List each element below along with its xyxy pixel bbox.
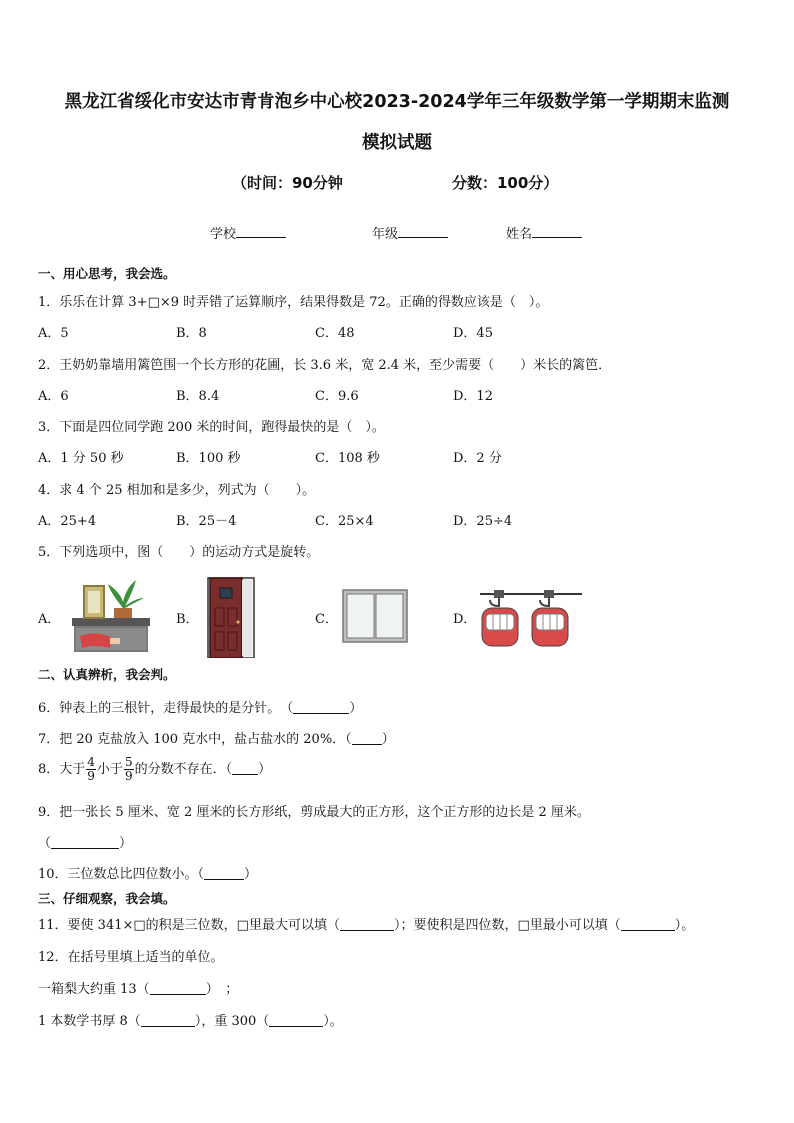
grade-blank[interactable] xyxy=(398,223,448,238)
q12-line1-text-b: ） ； xyxy=(205,982,239,997)
q12-line1-text-a: 一箱梨大约重 13（ xyxy=(38,982,150,997)
q8-close-paren: ） xyxy=(258,762,272,777)
section-heading-3: 三、仔细观察，我会填。 xyxy=(38,891,176,906)
cable-car-image xyxy=(480,586,582,648)
question-12: 12．在括号里填上适当的单位。 xyxy=(38,950,224,965)
fraction-denominator: 9 xyxy=(124,769,133,783)
q6-answer-blank[interactable] xyxy=(293,701,349,714)
q7-answer-blank[interactable] xyxy=(352,732,382,745)
q4-option-d[interactable]: D．25÷4 xyxy=(453,514,513,529)
exam-score: 分数：100分） xyxy=(452,174,559,192)
question-2: 2．王奶奶靠墙用篱笆围一个长方形的花圃，长 3.6 米，宽 2.4 米，至少需要（ ）米长的篱笆． xyxy=(38,358,612,373)
grade-label: 年级 xyxy=(372,227,399,242)
q11-answer-blank-1[interactable] xyxy=(340,918,394,931)
q8-text-mid: 小于 xyxy=(96,762,123,777)
q2-option-b[interactable]: B．8.4 xyxy=(176,389,220,404)
exam-title-line2: 模拟试题 xyxy=(362,133,432,153)
q9-close-paren: ） xyxy=(119,836,133,851)
q12-line2-text-a: 1 本数学书厚 8（ xyxy=(38,1014,141,1029)
q1-option-b[interactable]: B．8 xyxy=(176,326,207,341)
q1-option-a[interactable]: A．5 xyxy=(38,326,69,341)
name-label: 姓名 xyxy=(506,227,533,242)
fraction-4-9 xyxy=(86,756,96,783)
q5-option-c[interactable]: C． xyxy=(315,612,338,627)
grade-field xyxy=(372,223,448,242)
q4-option-a[interactable]: A．25+4 xyxy=(38,514,97,529)
q12-answer-blank-2[interactable] xyxy=(141,1014,195,1027)
question-9: 9．把一张长 5 厘米、宽 2 厘米的长方形纸，剪成最大的正方形，这个正方形的边长是 2 厘米。 xyxy=(38,805,590,820)
section-heading-2: 二、认真辨析，我会判。 xyxy=(38,667,176,682)
q3-option-c[interactable]: C．108 秒 xyxy=(315,451,380,466)
q8-answer-blank[interactable] xyxy=(232,762,258,775)
q7-text: 7．把 20 克盐放入 100 克水中，盐占盐水的 20%．（ xyxy=(38,732,352,747)
fraction-denominator: 9 xyxy=(87,769,95,783)
question-1: 1．乐乐在计算 3+□×9 时弄错了运算顺序，结果得数是 72。正确的得数应该是（ ）。 xyxy=(38,295,549,310)
q10-answer-blank[interactable] xyxy=(204,867,244,880)
window-image xyxy=(342,589,408,643)
school-blank[interactable] xyxy=(236,223,286,238)
open-door-image xyxy=(206,576,256,658)
question-8 xyxy=(38,756,271,783)
q5-option-d[interactable]: D． xyxy=(453,612,477,627)
q2-option-a[interactable]: A．6 xyxy=(38,389,69,404)
q9-answer-blank[interactable] xyxy=(51,836,119,849)
q10-text: 10．三位数总比四位数小。（ xyxy=(38,867,205,882)
school-field xyxy=(210,223,286,242)
school-label: 学校 xyxy=(210,227,237,242)
q6-text: 6．钟表上的三根针，走得最快的是分针。 （ xyxy=(38,701,294,716)
q11-text-a: 11．要使 341×□的积是三位数，□里最大可以填（ xyxy=(38,918,340,933)
exam-title: 黑龙江省绥化市安达市青肯泡乡中心校2023-2024学年三年级数学第一学期期末监测 xyxy=(64,92,730,112)
q7-close-paren: ） xyxy=(381,732,395,747)
question-3: 3．下面是四位同学跑 200 米的时间，跑得最快的是（ ）。 xyxy=(38,420,385,435)
q12-answer-blank-3[interactable] xyxy=(269,1014,323,1027)
exam-time: （时间：90分钟 xyxy=(232,174,343,192)
q3-option-a[interactable]: A．1 分 50 秒 xyxy=(38,451,124,466)
q4-option-b[interactable]: B．25－4 xyxy=(176,514,237,529)
question-11 xyxy=(38,914,694,933)
q2-option-d[interactable]: D．12 xyxy=(453,389,493,404)
question-7 xyxy=(38,728,395,747)
q11-text-b: ）；要使积是四位数，□里最小可以填（ xyxy=(393,918,621,933)
fraction-5-9 xyxy=(124,756,134,783)
q9-open-paren: （ xyxy=(38,836,52,851)
q6-close-paren: ） xyxy=(349,701,363,716)
question-6 xyxy=(38,697,362,716)
q12-line-2 xyxy=(38,1010,343,1029)
q12-answer-blank-1[interactable] xyxy=(150,982,206,995)
fraction-numerator: 5 xyxy=(124,755,133,769)
question-4: 4．求 4 个 25 相加和是多少，列式为（ ）。 xyxy=(38,483,316,498)
q5-option-a[interactable]: A． xyxy=(38,612,61,627)
q3-option-d[interactable]: D．2 分 xyxy=(453,451,502,466)
question-10 xyxy=(38,863,257,882)
q9-answer-line xyxy=(38,832,132,851)
q11-answer-blank-2[interactable] xyxy=(621,918,675,931)
q12-line2-text-c: ）。 xyxy=(323,1014,343,1029)
question-5: 5．下列选项中，图（ ）的运动方式是旋转。 xyxy=(38,545,320,560)
q1-option-c[interactable]: C．48 xyxy=(315,326,355,341)
q8-text-pre: 8．大于 xyxy=(38,762,86,777)
q10-close-paren: ） xyxy=(244,867,258,882)
q1-option-d[interactable]: D．45 xyxy=(453,326,493,341)
fraction-numerator: 4 xyxy=(87,755,95,769)
q2-option-c[interactable]: C．9.6 xyxy=(315,389,359,404)
q5-option-b[interactable]: B． xyxy=(176,612,199,627)
name-field xyxy=(506,223,582,242)
q12-line2-text-b: ），重 300（ xyxy=(194,1014,270,1029)
q4-option-c[interactable]: C．25×4 xyxy=(315,514,374,529)
section-heading-1: 一、用心思考，我会选。 xyxy=(38,266,176,281)
q3-option-b[interactable]: B．100 秒 xyxy=(176,451,241,466)
shelf-with-frame-and-plant-image xyxy=(70,578,152,654)
q12-line-1 xyxy=(38,978,238,997)
q11-text-c: ）。 xyxy=(674,918,695,933)
q8-text-post: 的分数不存在．（ xyxy=(134,762,233,777)
name-blank[interactable] xyxy=(532,223,582,238)
